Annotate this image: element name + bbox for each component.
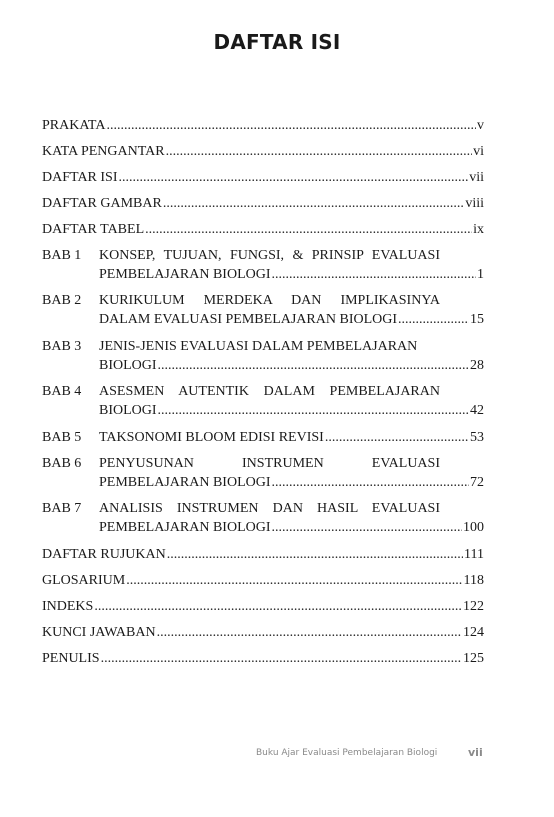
dot-leader [106, 116, 476, 135]
toc-page-number: viii [465, 196, 484, 211]
chapter-title-line2: PEMBELAJARAN BIOLOGI [99, 520, 271, 535]
toc-entry-label: DAFTAR TABEL [42, 222, 145, 237]
dot-leader [163, 194, 464, 213]
toc-page-number: 15 [470, 312, 484, 327]
chapter-number: BAB 6 [42, 456, 82, 471]
dot-leader [157, 623, 462, 642]
chapter-title-line1: ASESMEN AUTENTIK DALAM PEMBELAJARAN [99, 384, 440, 399]
toc-page-number: vii [469, 170, 484, 185]
dot-leader [126, 571, 462, 590]
dot-leader [272, 265, 477, 284]
toc-page-number: 100 [463, 520, 484, 535]
toc-page-number: 118 [463, 573, 484, 588]
toc-page-number: 124 [463, 625, 484, 640]
toc-chapter-5[interactable] [42, 428, 484, 447]
dot-leader [158, 401, 469, 420]
chapter-title-line1: KURIKULUM MERDEKA DAN IMPLIKASINYA [99, 293, 440, 308]
toc-page-number: v [477, 118, 484, 133]
chapter-title-line1: KONSEP, TUJUAN, FUNGSI, & PRINSIP EVALUASI [99, 248, 440, 263]
dot-leader [94, 597, 462, 616]
toc-entry-label: KATA PENGANTAR [42, 144, 165, 159]
chapter-title-line2: DALAM EVALUASI PEMBELAJARAN BIOLOGI [99, 312, 398, 327]
toc-page-number: 111 [464, 547, 484, 562]
footer-page-number: vii [468, 746, 483, 759]
toc-entry-daftar-isi[interactable] [42, 168, 484, 187]
chapter-title-line2: BIOLOGI [99, 403, 157, 418]
toc-page-number: ix [473, 222, 484, 237]
chapter-title-line1: JENIS-JENIS EVALUASI DALAM PEMBELAJARAN [99, 339, 418, 354]
chapter-title-line2: BIOLOGI [99, 358, 157, 373]
chapter-title-line1: ANALISIS INSTRUMEN DAN HASIL EVALUASI [99, 501, 440, 516]
toc-entry-label: PRAKATA [42, 118, 106, 133]
toc-entry-label: PENULIS [42, 651, 100, 666]
chapter-title-line2: PEMBELAJARAN BIOLOGI [99, 267, 271, 282]
dot-leader [325, 428, 469, 447]
toc-entry-label: DAFTAR ISI [42, 170, 118, 185]
toc-entry-prakata[interactable] [42, 116, 484, 135]
toc-entry-daftar-gambar[interactable] [42, 194, 484, 213]
dot-leader [158, 356, 469, 375]
chapter-title-line1: TAKSONOMI BLOOM EDISI REVISI [99, 430, 324, 445]
toc-entry-kata-pengantar[interactable] [42, 142, 484, 161]
dot-leader [101, 649, 462, 668]
chapter-number: BAB 2 [42, 293, 82, 308]
page-title: DAFTAR ISI [213, 30, 341, 54]
toc-entry-label: INDEKS [42, 599, 94, 614]
dot-leader [272, 518, 463, 537]
chapter-title-line1: PENYUSUNAN INSTRUMEN EVALUASI [99, 456, 440, 471]
dot-leader [166, 142, 473, 161]
toc-entry-indeks[interactable] [42, 597, 484, 616]
toc-entry-label: GLOSARIUM [42, 573, 126, 588]
toc-page-number: 53 [470, 430, 484, 445]
dot-leader [272, 473, 470, 492]
toc-entry-label: DAFTAR RUJUKAN [42, 547, 166, 562]
toc-entry-glosarium[interactable] [42, 571, 484, 590]
dot-leader [119, 168, 469, 187]
dot-leader [145, 220, 472, 239]
toc-page-number: 28 [470, 358, 484, 373]
footer-book-title: Buku Ajar Evaluasi Pembelajaran Biologi [256, 748, 438, 758]
toc-page-number: vi [473, 144, 484, 159]
chapter-number: BAB 4 [42, 384, 82, 399]
chapter-title-line2: PEMBELAJARAN BIOLOGI [99, 475, 271, 490]
chapter-number: BAB 5 [42, 430, 82, 445]
chapter-number: BAB 3 [42, 339, 82, 354]
toc-entry-label: KUNCI JAWABAN [42, 625, 156, 640]
chapter-number: BAB 7 [42, 501, 82, 516]
dot-leader [398, 310, 469, 329]
toc-page-number: 72 [470, 475, 484, 490]
toc-page-number: 125 [463, 651, 484, 666]
toc-entry-daftar-rujukan[interactable] [42, 545, 484, 564]
toc-entry-penulis[interactable] [42, 649, 484, 668]
toc-page-number: 122 [463, 599, 484, 614]
toc-page-number: 1 [477, 267, 484, 282]
chapter-number: BAB 1 [42, 248, 82, 263]
dot-leader [167, 545, 463, 564]
toc-page-number: 42 [470, 403, 484, 418]
toc-entry-label: DAFTAR GAMBAR [42, 196, 162, 211]
toc-entry-daftar-tabel[interactable] [42, 220, 484, 239]
toc-entry-kunci-jawaban[interactable] [42, 623, 484, 642]
